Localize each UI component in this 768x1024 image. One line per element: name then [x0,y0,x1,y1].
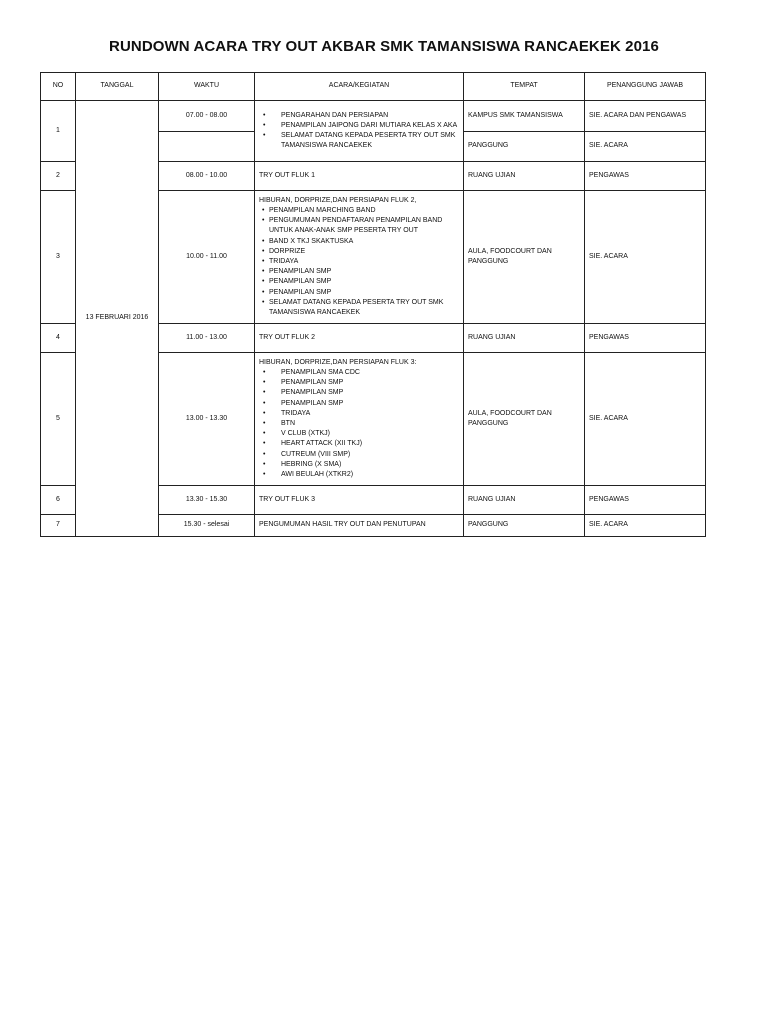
list-item: • SELAMAT DATANG KEPADA PESERTA TRY OUT SMK TAMANSISWA RANCAEKEK [259,298,459,318]
header-acara: ACARA/KEGIATAN [255,73,464,101]
table-header-row [41,73,706,101]
cell-waktu: 07.00 - 08.00 [159,101,255,132]
cell-acara: TRY OUT FLUK 3 [255,486,464,515]
header-tempat: TEMPAT [464,73,585,101]
list-item: • PENGARAHAN DAN PERSIAPAN [259,111,459,121]
cell-no: 2 [41,162,76,191]
header-no: NO [41,73,76,101]
cell-tempat: PANGGUNG [464,515,585,537]
list-item: • DORPRIZE [259,247,459,257]
cell-no: 3 [41,191,76,324]
cell-waktu: 10.00 - 11.00 [159,191,255,324]
acara-list [259,206,459,318]
cell-tempat: AULA, FOODCOURT DAN PANGGUNG [464,191,585,324]
header-penanggung-jawab: PENANGGUNG JAWAB [585,73,706,101]
cell-acara: TRY OUT FLUK 1 [255,162,464,191]
acara-list [259,368,459,480]
list-item: • HEART ATTACK (XII TKJ) [259,439,459,449]
cell-waktu: 11.00 - 13.00 [159,324,255,353]
cell-waktu-empty [159,132,255,162]
list-item: • V CLUB (XTKJ) [259,429,459,439]
cell-acara [255,353,464,486]
cell-waktu: 15.30 - selesai [159,515,255,537]
cell-waktu: 13.30 - 15.30 [159,486,255,515]
list-item: • TRIDAYA [259,409,459,419]
list-item: • BTN [259,419,459,429]
header-tanggal: TANGGAL [76,73,159,101]
acara-heading: HIBURAN, DORPRIZE,DAN PERSIAPAN FLUK 2, [259,196,417,204]
cell-no: 7 [41,515,76,537]
cell-tempat: PANGGUNG [464,132,585,162]
cell-tempat: RUANG UJIAN [464,324,585,353]
cell-acara [255,101,464,162]
document-title: RUNDOWN ACARA TRY OUT AKBAR SMK TAMANSISWA RANCAEKEK 2016 [109,38,659,55]
cell-no: 6 [41,486,76,515]
acara-heading: HIBURAN, DORPRIZE,DAN PERSIAPAN FLUK 3: [259,358,417,366]
cell-tempat: RUANG UJIAN [464,486,585,515]
list-item: • SELAMAT DATANG KEPADA PESERTA TRY OUT SMK TAMANSISWA RANCAEKEK [259,131,459,151]
cell-no: 4 [41,324,76,353]
cell-penanggung-jawab: PENGAWAS [585,162,706,191]
cell-waktu: 08.00 - 10.00 [159,162,255,191]
cell-no: 5 [41,353,76,486]
list-item: • HEBRING (X SMA) [259,460,459,470]
cell-penanggung-jawab: SIE. ACARA [585,132,706,162]
cell-penanggung-jawab: SIE. ACARA [585,515,706,537]
list-item: • TRIDAYA [259,257,459,267]
list-item: • PENGUMUMAN PENDAFTARAN PENAMPILAN BAND UNTUK ANAK-ANAK SMP PESERTA TRY OUT [259,216,459,236]
list-item: • PENAMPILAN SMP [259,267,459,277]
cell-tanggal: 13 FEBRUARI 2016 [76,101,159,537]
cell-penanggung-jawab: PENGAWAS [585,486,706,515]
cell-penanggung-jawab: SIE. ACARA [585,191,706,324]
cell-no: 1 [41,101,76,162]
list-item: • CUTREUM (VIII SMP) [259,450,459,460]
cell-waktu: 13.00 - 13.30 [159,353,255,486]
list-item: • PENAMPILAN SMP [259,399,459,409]
cell-penanggung-jawab: PENGAWAS [585,324,706,353]
cell-tempat: AULA, FOODCOURT DAN PANGGUNG [464,353,585,486]
table-row [41,101,706,132]
cell-acara: PENGUMUMAN HASIL TRY OUT DAN PENUTUPAN [255,515,464,537]
cell-acara [255,191,464,324]
list-item: • BAND X TKJ SKAKTUSKA [259,237,459,247]
list-item: • PENAMPILAN MARCHING BAND [259,206,459,216]
cell-tempat: KAMPUS SMK TAMANSISWA [464,101,585,132]
cell-penanggung-jawab: SIE. ACARA DAN PENGAWAS [585,101,706,132]
list-item: • PENAMPILAN SMP [259,288,459,298]
list-item: • PENAMPILAN SMA CDC [259,368,459,378]
list-item: • AWI BEULAH (XTKR2) [259,470,459,480]
cell-penanggung-jawab: SIE. ACARA [585,353,706,486]
cell-acara: TRY OUT FLUK 2 [255,324,464,353]
cell-tempat: RUANG UJIAN [464,162,585,191]
header-waktu: WAKTU [159,73,255,101]
list-item: • PENAMPILAN SMP [259,388,459,398]
list-item: • PENAMPILAN SMP [259,378,459,388]
rundown-table [40,72,706,537]
list-item: • PENAMPILAN JAIPONG DARI MUTIARA KELAS X AKA [259,121,459,131]
list-item: • PENAMPILAN SMP [259,277,459,287]
acara-list [259,111,459,152]
